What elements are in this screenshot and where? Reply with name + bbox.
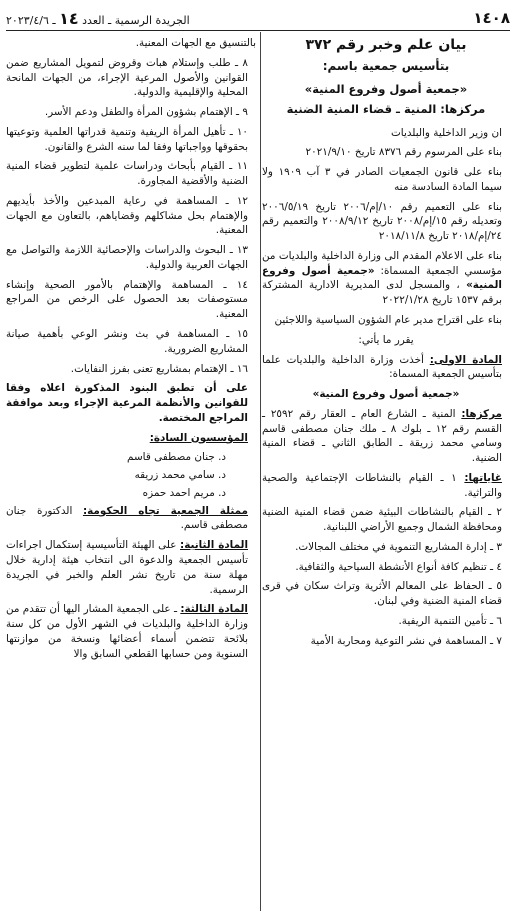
- issue-number: ١٤: [59, 8, 79, 28]
- article-one: المادة الاولى: أخذت وزارة الداخلية والبلديات علما بتأسيس الجمعية المسماة:: [262, 353, 502, 381]
- right-column: [262, 36, 510, 654]
- goal-2: ٢ ـ القيام بالنشاطات البيئية ضمن قضاء المنية الضنية ومحافظة الشمال وجميع الأراضي اللبنانية.: [262, 506, 502, 534]
- government-representative: ممثلة الجمعية تجاه الحكومة: الدكتورة جنان مصطفى قاسم.: [6, 504, 248, 532]
- goals: غاياتها: ١ ـ القيام بالنشاطات الإجتماعية والصحية والتراثية.: [262, 471, 502, 499]
- article-one-label: المادة الاولى:: [429, 353, 502, 366]
- preamble-proposal: بناء على اقتراح مدير عام الشؤون السياسية واللاجئين: [274, 313, 502, 326]
- gazette-title: الجريدة الرسمية ـ العدد: [82, 13, 190, 27]
- page-header: [6, 8, 510, 31]
- association-hq: مركزها: المنية ـ قضاء المنية الضنية: [286, 102, 486, 117]
- goal-15: ١٥ ـ المساهمة في بث ونشر الوعي بأهمية صيانة المشاريع الضرورية.: [6, 328, 248, 355]
- goal-12: ١٢ ـ المساهمة في رعاية المبدعين والأخذ بأيديهم والإهتمام بحل مشاكلهم وقضاياهم، بالتعاون مع الجهات المعنية.: [6, 194, 248, 237]
- notice-subtitle: بتأسيس جمعية باسم:: [322, 58, 450, 73]
- compliance-clause: على أن تطبق البنود المذكورة اعلاه وفقا للقوانين والأنظمة المرعية الإجراء وبعد موافقة المراجع المختصة.: [6, 382, 248, 424]
- minister-line: ان وزير الداخلية والبلديات: [391, 126, 502, 139]
- goal-10: ١٠ ـ تأهيل المرأة الريفية وتنمية قدراتها العلمية وتوعيتها بحقوقها وواجباتها وفقا لما سنه الشرع والقانون.: [6, 125, 248, 153]
- preamble-decree: بناء على المرسوم رقم ٨٣٧٦ تاريخ ٢٠٢١/٩/١٠: [305, 146, 502, 159]
- goal-16: ١٦ ـ الإهتمام بمشاريع تعنى بفرز النفايات.: [70, 362, 248, 375]
- left-column: [6, 36, 256, 666]
- preamble-circulars: بناء على التعميم رقم ١٠/إم/٢٠٠٦ تاريخ ٢٠٠٦/٥/١٩ وتعديله رقم ١٥/إم/٢٠٠٨ تاريخ ٢٠٠٨/٩/١٢ والتعميم رقم ٢٤/إم/٢٠١٨ تاريخ ٢٠١٨/١١/٨: [262, 200, 503, 243]
- association-name-inline: «جمعية أصول وفروع المنية»: [262, 264, 502, 292]
- founder-1: د. جنان مصطفى قاسم: [127, 451, 226, 464]
- page-number: ١٤٠٨: [473, 9, 510, 28]
- article-three: المادة الثالثة: ـ على الجمعية المشار اليها أن تتقدم من وزارة الداخلية والبلديات في الشهر الأول من كل سنة بلائحة تتضمن أسماء أعضائها ونسخة من موازنتها السنوية ومن حسابها القطعي السابق والا: [6, 603, 248, 660]
- goal-9: ٩ ـ الإهتمام بشؤون المرأة والطفل ودعم الأسر.: [44, 106, 248, 119]
- preamble-law: بناء على قانون الجمعيات الصادر في ٣ آب ١٩٠٩ ولا سيما المادة السادسة منه: [262, 166, 502, 193]
- notice-title: بيان علم وخبر رقم ٣٧٢: [305, 37, 467, 53]
- goal-6: ٦ ـ تأمين التنمية الريفية.: [398, 615, 502, 627]
- goal-5: ٥ ـ الحفاظ على المعالم الأثرية وتراث سكان في قرى قضاء المنية الضنية وفي لبنان.: [262, 580, 502, 608]
- goal-11: ١١ ـ القيام بأبحاث ودراسات علمية لتطوير قضاء المنية الضنية والأقضية المجاورة.: [6, 160, 248, 188]
- goal-7: ٧ ـ المساهمة في نشر التوعية ومحاربة الأمية: [310, 634, 502, 647]
- gazette-header: الجريدة الرسمية ـ العدد ١٤ ـ ٢٠٢٣/٤/٦: [6, 8, 190, 28]
- founder-2: د. سامي محمد زريقه: [134, 469, 226, 482]
- goal-13: ١٣ ـ البحوث والدراسات والإحصائية اللازمة والتواصل مع الجهات العربية والدولية.: [6, 244, 248, 271]
- goal-8: ٨ ـ طلب وإستلام هبات وقروض لتمويل المشاريع ضمن القوانين والأصول المرعية الإجراء، من الجهات المانحة المحلية والإقليمية والدولية.: [6, 56, 248, 99]
- column-divider: [260, 32, 261, 911]
- goal-4: ٤ ـ تنظيم كافة أنواع الأنشطة السياحية والثقافية.: [295, 560, 502, 573]
- goal-7-continued: بالتنسيق مع الجهات المعنية.: [135, 37, 256, 49]
- hq-address: مركزها: المنية ـ الشارع العام ـ العقار رقم ٢٥٩٢ ـ القسم رقم ١٢ ـ بلوك ٨ ـ ملك جنان مصطفى قاسم وسامي محمد زريقة ـ الطابق الثاني ـ قضاء المنية الضنية.: [262, 407, 503, 465]
- goal-3: ٣ ـ إدارة المشاريع التنموية في مختلف المجالات.: [295, 540, 502, 553]
- goal-14: ١٤ ـ المساهمة والإهتمام بالأمور الصحية وإنشاء مستوصفات بعد الحصول على الرخص من المراجع المعنية.: [6, 278, 248, 321]
- association-name: «جمعية أصول وفروع المنية»: [304, 81, 468, 96]
- founder-3: د. مريم احمد حمزه: [142, 486, 226, 499]
- founders-title: المؤسسون السادة:: [149, 431, 248, 444]
- decides-line: يقرر ما يأتي:: [358, 333, 414, 346]
- preamble-notification: بناء على الاعلام المقدم الى وزارة الداخلية والبلديات من مؤسسي الجمعية المسماة: «جمعية أصول وفروع المنية» ، والمسجل لدى المديرية الادارية المشتركة برقم ١٥٣٧ تاريخ ٢٠٢٢/١/٢٨: [262, 249, 502, 307]
- issue-date: ٢٠٢٣/٤/٦: [6, 13, 49, 27]
- association-name-2: «جمعية أصول وفروع المنية»: [312, 388, 460, 401]
- article-two: المادة الثانية: على الهيئة التأسيسية إستكمال اجراءات تأسيس الجمعية والدعوة الى انتخاب هيئة إدارية خلال مهلة سنة من تاريخ نشر العلم والخبر في الجريدة الرسمية.: [6, 539, 249, 596]
